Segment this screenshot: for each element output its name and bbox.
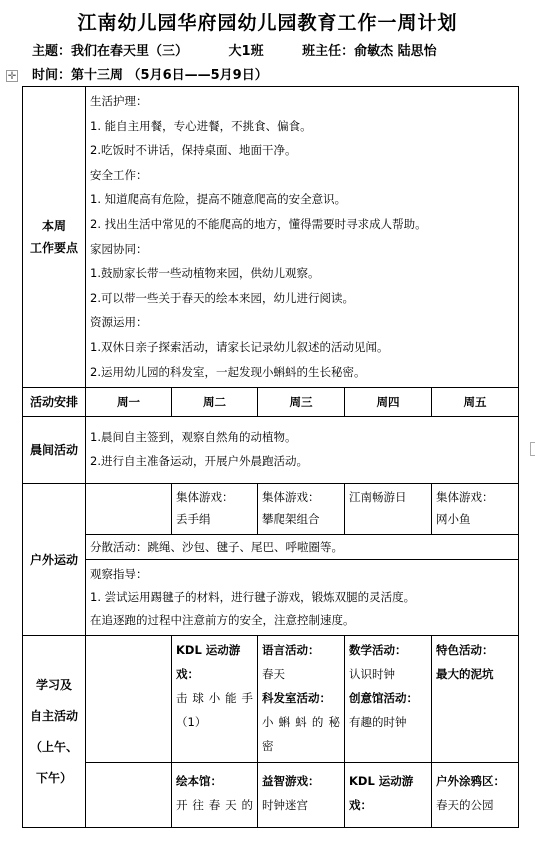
learning-tue-2: 绘本馆： 开往春天的 xyxy=(172,763,258,828)
outdoor-scatter-row xyxy=(23,535,519,560)
learning-row-1 xyxy=(23,636,519,763)
day-wed: 周三 xyxy=(258,388,345,417)
morning-content xyxy=(86,417,519,484)
schedule-label: 活动安排 xyxy=(23,388,86,417)
morning-item: 1.晨间自主签到，观察自然角的动植物。 xyxy=(90,430,297,444)
focus-item: 1.鼓励家长带一些动植物来园，供幼儿观察。 xyxy=(90,266,320,281)
learning-mon-1 xyxy=(86,636,172,763)
outdoor-observe-row xyxy=(23,560,519,636)
outdoor-tue: 集体游戏： 丢手绢 xyxy=(172,484,258,535)
learning-row-2 xyxy=(23,763,519,828)
outdoor-fri: 集体游戏： 网小鱼 xyxy=(432,484,519,535)
focus-item: 2. 找出生活中常见的不能爬高的地方，懂得需要时寻求成人帮助。 xyxy=(90,216,427,231)
outdoor-observe xyxy=(86,560,519,636)
learning-tue-1: KDL 运动游 戏： 击球小能手 （1） xyxy=(172,636,258,763)
focus-label: 本周 工作要点 xyxy=(23,87,86,388)
focus-item: 1. 知道爬高有危险，提高不随意爬高的安全意识。 xyxy=(90,192,347,207)
morning-item: 2.进行自主准备运动，开展户外晨跑活动。 xyxy=(90,454,308,468)
focus-item: 2.吃饭时不讲话，保持桌面、地面干净。 xyxy=(90,143,297,158)
observe-title: 观察指导： xyxy=(90,567,148,581)
learning-wed-1: 语言活动： 春天 科发室活动： 小蝌蚪的秘 密 xyxy=(258,636,345,763)
focus-row xyxy=(23,87,519,388)
header-line-theme xyxy=(32,40,437,59)
day-fri: 周五 xyxy=(432,388,519,417)
outdoor-label: 户外运动 xyxy=(23,484,86,636)
teacher-label: 班主任：俞敏杰 陆思怡 xyxy=(302,44,437,59)
learning-fri-1: 特色活动： 最大的泥坑 xyxy=(432,636,519,763)
outdoor-wed: 集体游戏： 攀爬架组合 xyxy=(258,484,345,535)
learning-thu-2: KDL 运动游 戏： xyxy=(345,763,432,828)
focus-item: 家园协同： xyxy=(90,241,148,256)
theme-label: 主题：我们在春天里（三） xyxy=(32,44,189,59)
learning-wed-2: 益智游戏： 时钟迷宫 xyxy=(258,763,345,828)
focus-item: 生活护理： xyxy=(90,94,148,108)
morning-label: 晨间活动 xyxy=(23,417,86,484)
weekly-plan-table xyxy=(22,86,519,828)
learning-thu-1: 数学活动： 认识时钟 创意馆活动： 有趣的时钟 xyxy=(345,636,432,763)
day-thu: 周四 xyxy=(345,388,432,417)
day-mon: 周一 xyxy=(86,388,172,417)
outdoor-scatter: 分散活动：跳绳、沙包、毽子、尾巴、呼啦圈等。 xyxy=(86,535,519,560)
class-label: 大1班 xyxy=(228,44,264,59)
outdoor-thu: 江南畅游日 xyxy=(345,484,432,535)
focus-item: 1. 能自主用餐，专心进餐，不挑食、偏食。 xyxy=(90,118,312,133)
day-tue: 周二 xyxy=(172,388,258,417)
morning-row xyxy=(23,417,519,484)
outdoor-mon xyxy=(86,484,172,535)
move-handle-icon[interactable]: ✛ xyxy=(7,71,17,82)
page-title: 江南幼儿园华府园幼儿园教育工作一周计划 xyxy=(77,12,458,34)
learning-fri-2: 户外涂鸦区： 春天的公园 xyxy=(432,763,519,828)
learning-label: 学习及 自主活动 （上午、 下午） xyxy=(23,636,86,828)
focus-item: 资源运用： xyxy=(90,315,148,330)
focus-content xyxy=(86,87,519,388)
time-label: 时间：第十三周 （5月6日——5月9日） xyxy=(32,68,268,83)
observe-item: 在追逐跑的过程中注意前方的安全，注意控制速度。 xyxy=(90,613,355,627)
focus-item: 2.运用幼儿园的科发室，一起发现小蝌蚪的生长秘密。 xyxy=(90,364,366,379)
observe-item: 1. 尝试运用踢毽子的材料，进行毽子游戏，锻炼双腿的灵活度。 xyxy=(90,590,416,604)
focus-item: 2.可以带一些关于春天的绘本来园，幼儿进行阅读。 xyxy=(90,290,354,305)
learning-mon-2 xyxy=(86,763,172,828)
focus-item: 安全工作： xyxy=(90,167,148,182)
schedule-header-row xyxy=(23,388,519,417)
focus-item: 1.双休日亲子探索活动，请家长记录幼儿叙述的活动见闻。 xyxy=(90,339,389,354)
outdoor-games-row xyxy=(23,484,519,535)
scroll-marker xyxy=(530,442,535,456)
